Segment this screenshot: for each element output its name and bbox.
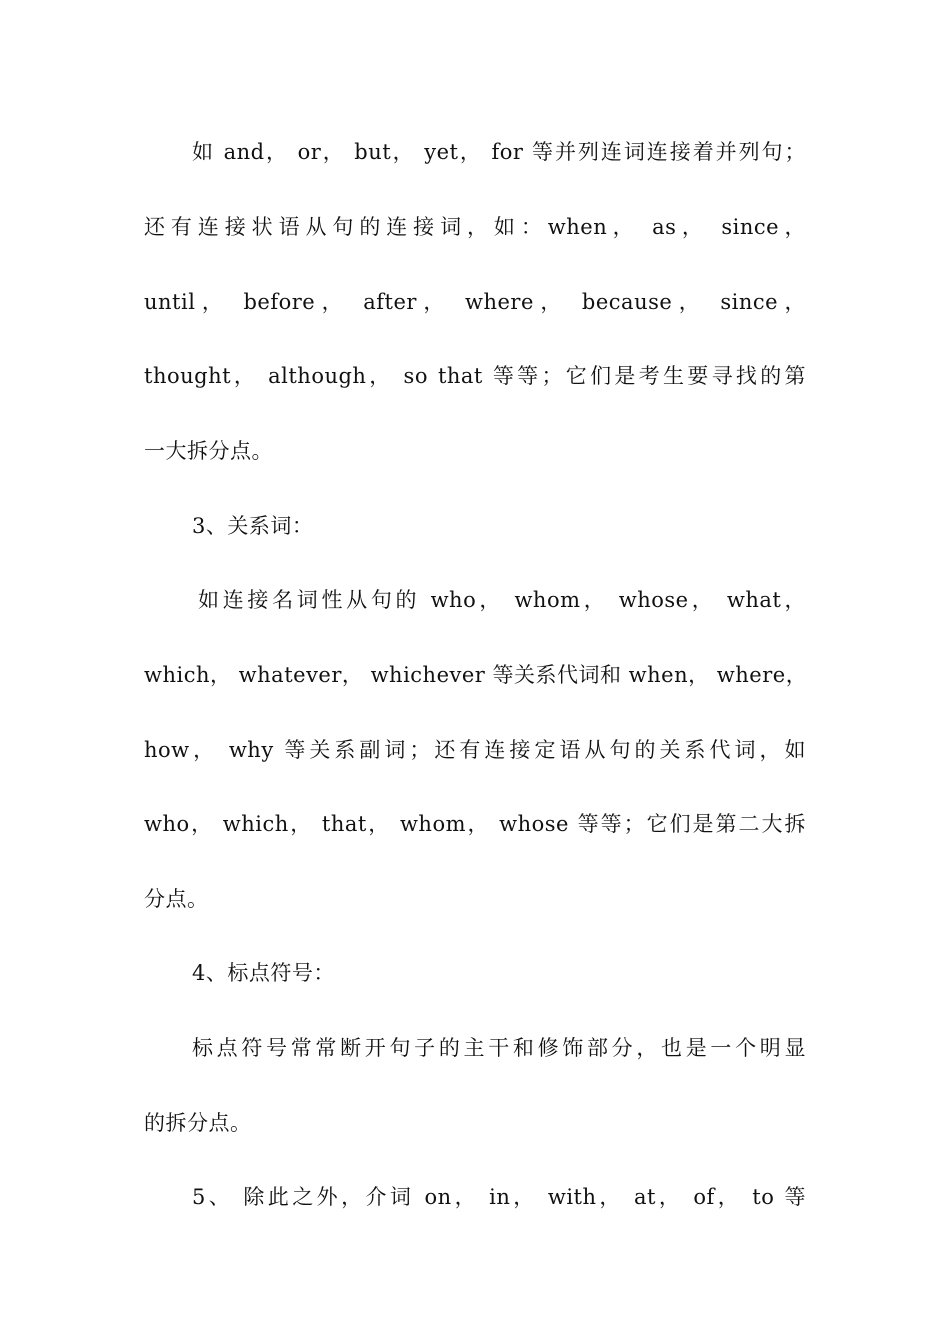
paragraph-line: how， why 等关系副词；还有连接定语从句的关系代词，如 <box>144 738 806 762</box>
section-heading: 5、 除此之外，介词 on， in， with， at， of， to 等 <box>192 1185 806 1209</box>
paragraph-line: until， before， after， where， because， since， <box>144 290 806 314</box>
paragraph-line: 如连接名词性从句的 who， whom， whose， what， <box>198 588 806 612</box>
paragraph-line: 的拆分点。 <box>144 1111 252 1135</box>
paragraph-line: 还有连接状语从句的连接词，如：when， as， since， <box>144 215 806 239</box>
paragraph-line: who， which， that， whom， whose 等等；它们是第二大拆 <box>144 812 806 836</box>
paragraph-line: 分点。 <box>144 887 209 911</box>
section-heading: 3、关系词： <box>192 514 314 538</box>
paragraph-line: which， whatever， whichever 等关系代词和 when， where， <box>144 663 808 687</box>
paragraph-line: thought， although， so that 等等；它们是考生要寻找的第 <box>144 364 806 388</box>
paragraph-line: 一大拆分点。 <box>144 439 273 463</box>
paragraph-line: 如 and， or， but， yet， for 等并列连词连接着并列句； <box>192 140 806 164</box>
section-heading: 4、标点符号： <box>192 961 335 985</box>
paragraph-line: 标点符号常常断开句子的主干和修饰部分，也是一个明显 <box>192 1036 806 1060</box>
